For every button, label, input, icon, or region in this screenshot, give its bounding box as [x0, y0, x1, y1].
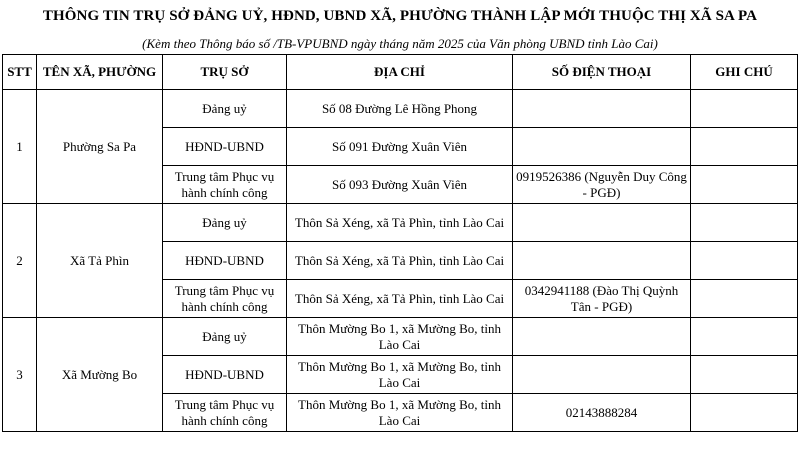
column-header-address: ĐỊA CHỈ: [287, 55, 513, 90]
table-header-row: [3, 55, 798, 90]
table-row: [3, 318, 798, 356]
note-cell: [691, 280, 798, 318]
address-cell: Thôn Sả Xéng, xã Tả Phìn, tỉnh Lào Cai: [287, 204, 513, 242]
phone-cell: 02143888284: [513, 394, 691, 432]
office-table: [2, 54, 798, 432]
note-cell: [691, 318, 798, 356]
office-cell: Đảng uỷ: [163, 90, 287, 128]
phone-cell: 0919526386 (Nguyễn Duy Công - PGĐ): [513, 166, 691, 204]
address-cell: Thôn Mường Bo 1, xã Mường Bo, tỉnh Lào Cai: [287, 394, 513, 432]
ward-name-cell: Xã Mường Bo: [37, 318, 163, 432]
office-cell: Trung tâm Phục vụ hành chính công: [163, 166, 287, 204]
phone-cell: [513, 242, 691, 280]
office-cell: Đảng uỷ: [163, 204, 287, 242]
address-cell: Thôn Mường Bo 1, xã Mường Bo, tỉnh Lào Cai: [287, 356, 513, 394]
column-header-name: TÊN XÃ, PHƯỜNG: [37, 55, 163, 90]
ward-name-cell: Phường Sa Pa: [37, 90, 163, 204]
address-cell: Số 091 Đường Xuân Viên: [287, 128, 513, 166]
address-cell: Thôn Mường Bo 1, xã Mường Bo, tỉnh Lào Cai: [287, 318, 513, 356]
column-header-office: TRỤ SỞ: [163, 55, 287, 90]
table-row: [3, 90, 798, 128]
note-cell: [691, 242, 798, 280]
office-cell: Trung tâm Phục vụ hành chính công: [163, 394, 287, 432]
note-cell: [691, 394, 798, 432]
phone-cell: 0342941188 (Đào Thị Quỳnh Tân - PGĐ): [513, 280, 691, 318]
column-header-phone: SỐ ĐIỆN THOẠI: [513, 55, 691, 90]
phone-cell: [513, 128, 691, 166]
stt-cell: 2: [3, 204, 37, 318]
note-cell: [691, 128, 798, 166]
note-cell: [691, 90, 798, 128]
note-cell: [691, 204, 798, 242]
ward-name-cell: Xã Tả Phìn: [37, 204, 163, 318]
column-header-note: GHI CHÚ: [691, 55, 798, 90]
address-cell: Thôn Sả Xéng, xã Tả Phìn, tỉnh Lào Cai: [287, 280, 513, 318]
office-cell: HĐND-UBND: [163, 242, 287, 280]
office-cell: Đảng uỷ: [163, 318, 287, 356]
table-row: [3, 204, 798, 242]
document-subtitle: (Kèm theo Thông báo số /TB-VPUBND ngày tháng năm 2025 của Văn phòng UBND tỉnh Lào Cai): [142, 36, 658, 51]
phone-cell: [513, 204, 691, 242]
office-cell: HĐND-UBND: [163, 128, 287, 166]
phone-cell: [513, 318, 691, 356]
office-cell: Trung tâm Phục vụ hành chính công: [163, 280, 287, 318]
stt-cell: 1: [3, 90, 37, 204]
office-cell: HĐND-UBND: [163, 356, 287, 394]
phone-cell: [513, 90, 691, 128]
stt-cell: 3: [3, 318, 37, 432]
phone-cell: [513, 356, 691, 394]
document-title: THÔNG TIN TRỤ SỞ ĐẢNG UỶ, HĐND, UBND XÃ, PHƯỜNG THÀNH LẬP MỚI THUỘC THỊ XÃ SA PA: [42, 8, 758, 24]
note-cell: [691, 166, 798, 204]
note-cell: [691, 356, 798, 394]
address-cell: Số 08 Đường Lê Hồng Phong: [287, 90, 513, 128]
column-header-stt: STT: [3, 55, 37, 90]
address-cell: Số 093 Đường Xuân Viên: [287, 166, 513, 204]
address-cell: Thôn Sả Xéng, xã Tả Phìn, tỉnh Lào Cai: [287, 242, 513, 280]
